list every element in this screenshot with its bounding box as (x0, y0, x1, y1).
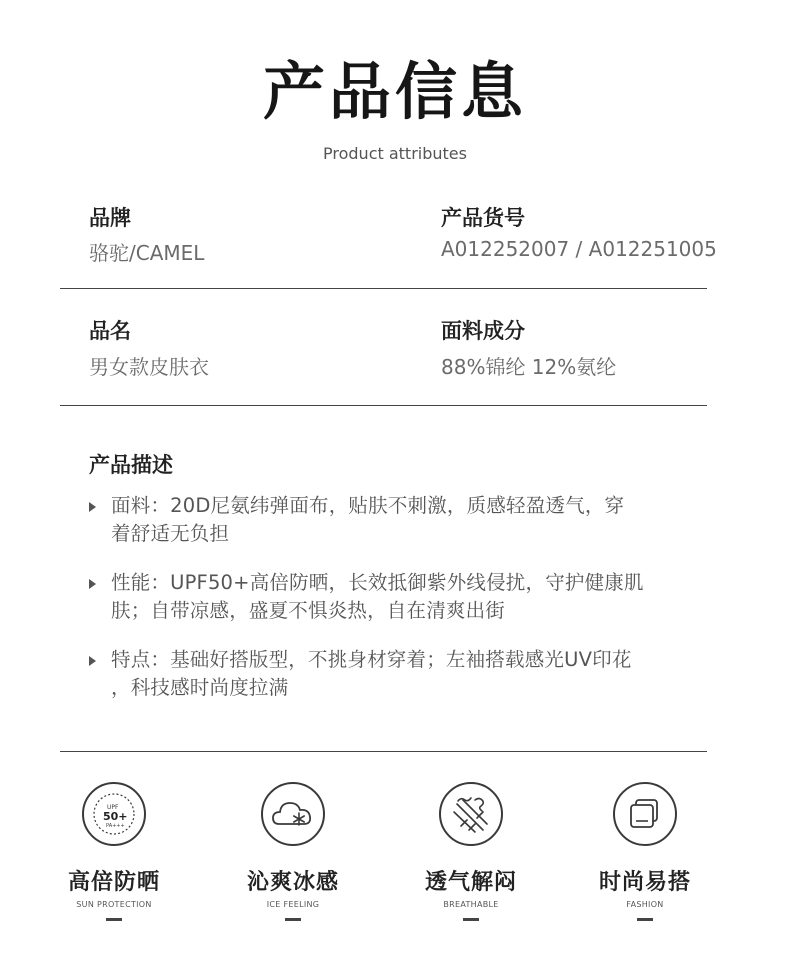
feature-english-name: ICE FEELING (266, 900, 320, 909)
feature-name: 透气解闷 (424, 870, 517, 895)
feature-dash (106, 918, 122, 921)
upf-badge-icon (82, 782, 146, 846)
feature-english-name: FASHION (626, 900, 664, 909)
divider (60, 751, 707, 752)
feature-dash (637, 918, 653, 921)
feature-fashion (555, 782, 735, 921)
attribute-sku-label: 产品货号 (441, 206, 525, 230)
attribute-brand-value: 骆驼/CAMEL (89, 241, 205, 265)
attribute-brand-label: 品牌 (89, 206, 131, 230)
description-item-text (111, 646, 699, 702)
page-title: 产品信息 (262, 55, 527, 128)
description-item-text (111, 569, 699, 625)
description-item-line: 肤；自带凉感，盛夏不惧炎热，自在清爽出街 (111, 599, 506, 622)
description-item-text (111, 492, 699, 548)
upf-text: UPF (107, 804, 119, 811)
divider (60, 405, 707, 406)
description-item-line: 着舒适无负担 (111, 522, 230, 545)
bullet-arrow-icon (89, 656, 96, 666)
description-item-line: 面料：20D尼氨纬弹面布，贴肤不刺激，质感轻盈透气，穿 (111, 494, 625, 517)
bullet-arrow-icon (89, 579, 96, 589)
feature-dash (463, 918, 479, 921)
description-item-line: 性能：UPF50+高倍防晒，长效抵御紫外线侵扰，守护健康肌 (111, 571, 644, 594)
pa-rating-text: PA+++ (106, 823, 125, 829)
snow-cloud-icon (261, 782, 325, 846)
description-item (89, 569, 699, 625)
feature-sun-protection (24, 782, 204, 921)
layered-squares-icon (613, 782, 677, 846)
feature-english-name: SUN PROTECTION (76, 900, 152, 909)
page-subtitle: Product attributes (323, 144, 467, 163)
attribute-fabric-value: 88%锦纶 12%氨纶 (441, 355, 617, 379)
attribute-product-name-label: 品名 (89, 319, 131, 343)
feature-name: 高倍防晒 (67, 870, 160, 895)
feature-english-name: BREATHABLE (443, 900, 499, 909)
description-item-line: ，科技感时尚度拉满 (111, 676, 289, 699)
description-title: 产品描述 (89, 453, 173, 477)
feature-dash (285, 918, 301, 921)
divider (60, 288, 707, 289)
bullet-arrow-icon (89, 502, 96, 512)
upf-value-text: 50+ (103, 810, 128, 823)
feature-breathable (381, 782, 561, 921)
feature-name: 时尚易搭 (598, 870, 691, 895)
breathable-fabric-icon (439, 782, 503, 846)
attribute-sku-value: A012252007 / A012251005 (441, 237, 717, 261)
description-item (89, 646, 699, 702)
feature-ice-feeling (203, 782, 383, 921)
feature-name: 沁爽冰感 (246, 870, 339, 895)
description-item-line: 特点：基础好搭版型，不挑身材穿着；左袖搭载感光UV印花 (111, 648, 632, 671)
attribute-product-name-value: 男女款皮肤衣 (89, 355, 209, 379)
attribute-fabric-label: 面料成分 (441, 319, 525, 343)
description-item (89, 492, 699, 548)
